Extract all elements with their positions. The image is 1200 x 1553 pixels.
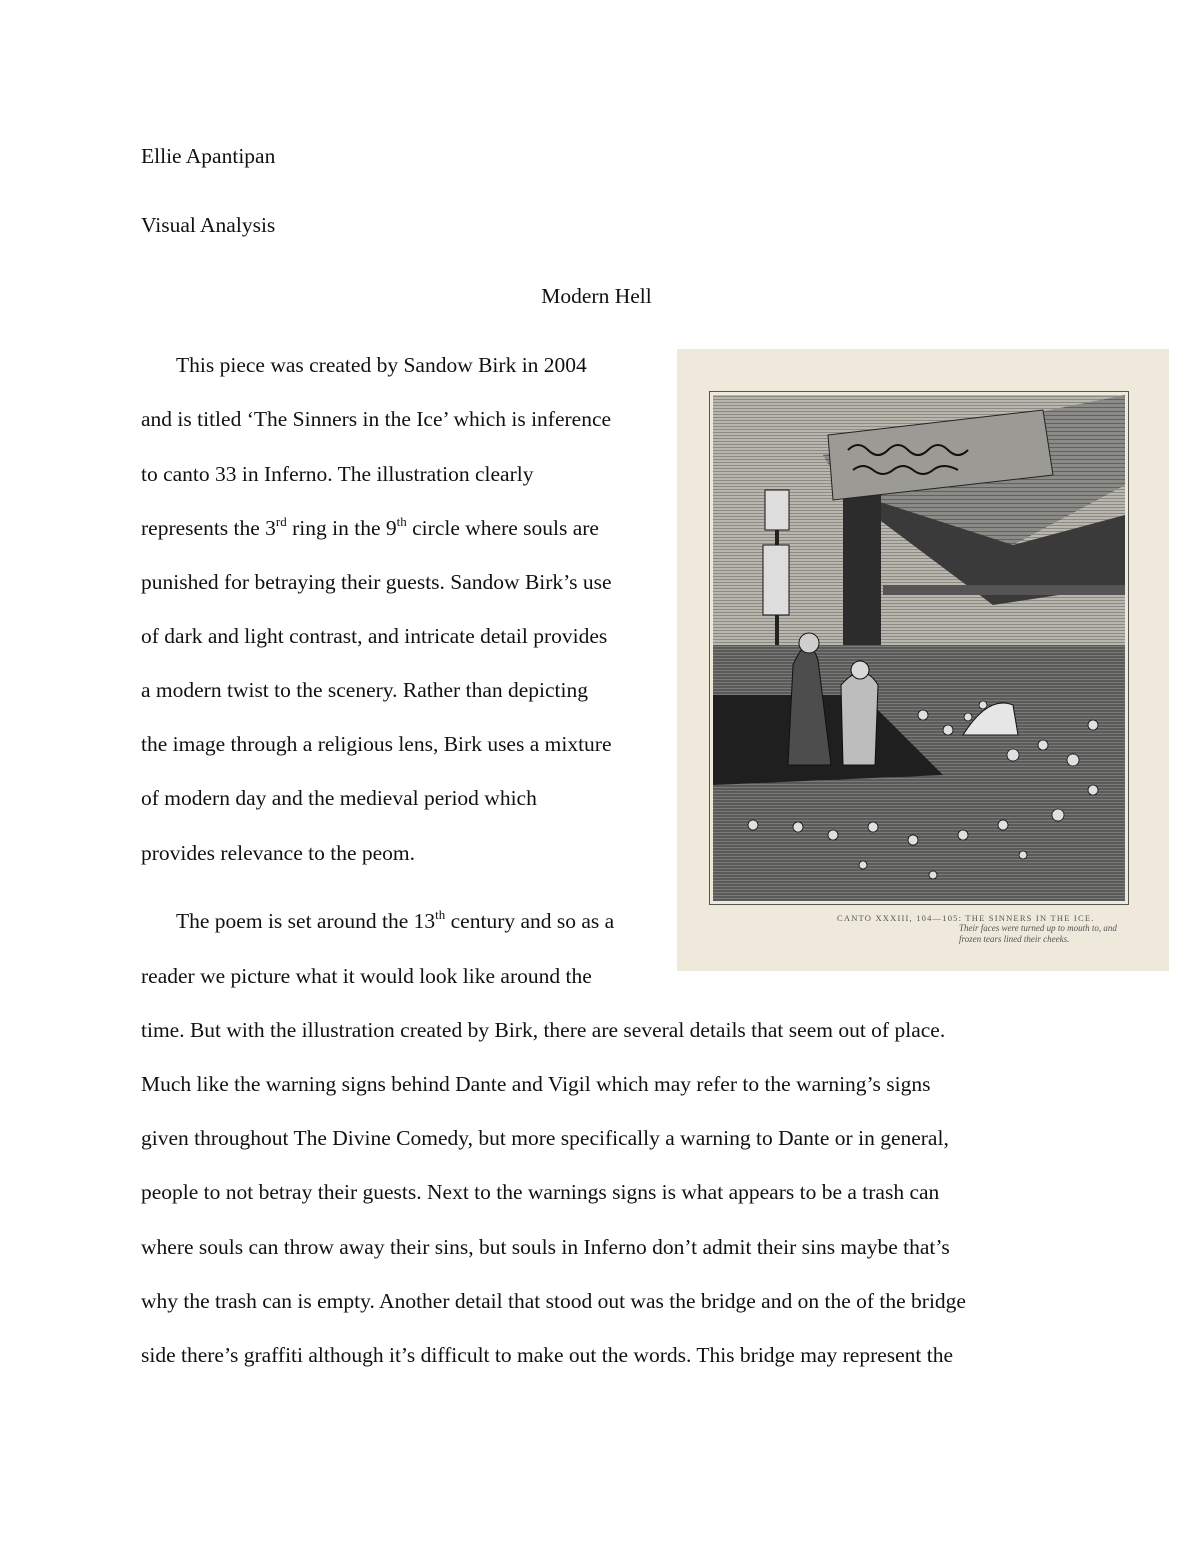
text-span: century and so as a — [445, 909, 615, 933]
causeway — [883, 585, 1125, 595]
superscript: th — [435, 906, 446, 922]
text-line — [141, 514, 599, 542]
text-line: the image through a religious lens, Birk uses a mixture — [141, 732, 612, 756]
text-span: The poem is set around the 13 — [176, 909, 436, 933]
warning-sign — [763, 545, 789, 615]
text-line: given throughout The Divine Comedy, but more specifically a warning to Dante or in general, — [141, 1126, 949, 1150]
text-line: This piece was created by Sandow Birk in 2004 — [176, 353, 587, 377]
figure-dante — [841, 673, 878, 766]
caption-title: CANTO XXXIII, 104—105: THE SINNERS IN THE ICE. — [837, 913, 1095, 923]
figure-virgil-head — [799, 633, 819, 653]
figure-dante-head — [851, 661, 869, 679]
warning-sign — [765, 490, 789, 530]
text-span: represents the 3 — [141, 516, 276, 540]
document-title: Modern Hell — [541, 284, 652, 308]
text-line: provides relevance to the peom. — [141, 841, 416, 865]
author-name: Ellie Apantipan — [141, 144, 276, 168]
text-line: people to not betray their guests. Next to the warnings signs is what appears to be a trash can — [141, 1180, 940, 1204]
illustration-frame — [709, 391, 1129, 905]
assignment-label: Visual Analysis — [141, 213, 276, 237]
text-line: punished for betraying their guests. Sandow Birk’s use — [141, 570, 612, 594]
figure-caption — [837, 913, 1127, 945]
text-line: time. But with the illustration created by Birk, there are several details that seem out of place. — [141, 1018, 946, 1042]
superscript: rd — [275, 513, 287, 529]
illustration-sinners-in-the-ice — [677, 349, 1169, 971]
text-line — [176, 907, 614, 935]
text-line: and is titled ‘The Sinners in the Ice’ which is inference — [141, 407, 612, 431]
text-span: circle where souls are — [406, 516, 599, 540]
engraving-image — [713, 395, 1125, 901]
text-line: side there’s graffiti although it’s difficult to make out the words. This bridge may represent the — [141, 1343, 954, 1367]
text-line: to canto 33 in Inferno. The illustration clearly — [141, 462, 534, 486]
caption-text: Their faces were turned up to mouth to, and — [959, 923, 1117, 933]
text-line: why the trash can is empty. Another detail that stood out was the bridge and on the of the bridge — [141, 1289, 966, 1313]
text-line: a modern twist to the scenery. Rather than depicting — [141, 678, 588, 702]
text-line: of dark and light contrast, and intricate detail provides — [141, 624, 608, 648]
text-line: reader we picture what it would look like around the — [141, 964, 592, 988]
text-span: ring in the 9 — [286, 516, 397, 540]
superscript: th — [396, 513, 407, 529]
text-line: of modern day and the medieval period which — [141, 786, 537, 810]
text-line: where souls can throw away their sins, but souls in Inferno don’t admit their sins maybe that’s — [141, 1235, 950, 1259]
caption-text: frozen tears lined their cheeks. — [959, 934, 1070, 944]
text-line: Much like the warning signs behind Dante and Vigil which may refer to the warning’s signs — [141, 1072, 931, 1096]
